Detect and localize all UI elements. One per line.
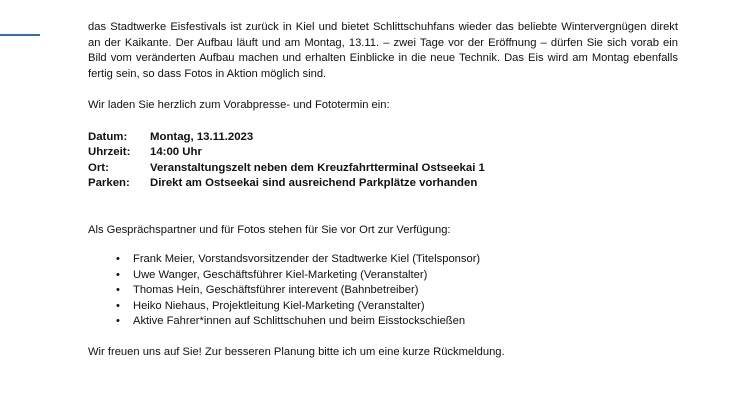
bullet-icon: • [116, 284, 120, 296]
bullet-icon: • [116, 268, 120, 281]
list-item [116, 252, 678, 268]
bullet-icon: • [116, 253, 120, 265]
list-item [116, 314, 678, 330]
list-item [116, 268, 678, 284]
contact-text: Uwe Wanger, Geschäftsführer Kiel-Marketing (Veranstalter) [133, 268, 428, 281]
contacts-list [88, 252, 678, 330]
contact-text: Thomas Hein, Geschäftsführer interevent (Bahnbetreiber) [133, 284, 419, 296]
list-item [116, 299, 678, 315]
event-details [88, 130, 678, 192]
invitation-paragraph: Wir laden Sie herzlich zum Vorabpresse- und Fototermin ein: [88, 99, 390, 111]
closing-paragraph: Wir freuen uns auf Sie! Zur besseren Planung bitte ich um eine kurze Rückmeldung. [88, 345, 505, 358]
bullet-icon: • [116, 299, 120, 312]
detail-label-time: Uhrzeit: [88, 146, 131, 158]
detail-label-parking: Parken: [88, 177, 130, 189]
bullet-icon: • [116, 315, 120, 327]
list-item [116, 283, 678, 299]
contacts-intro: Als Gesprächspartner und für Fotos stehen für Sie vor Ort zur Verfügung: [88, 223, 451, 236]
detail-label-location: Ort: [88, 161, 109, 174]
letter-body [88, 20, 678, 360]
contact-text: Aktive Fahrer*innen auf Schlittschuhen und beim Eisstockschießen [133, 315, 466, 327]
detail-value-date: Montag, 13.11.2023 [150, 130, 254, 143]
detail-value-time: 14:00 Uhr [150, 146, 202, 158]
detail-label-date: Datum: [88, 130, 128, 143]
contact-text: Frank Meier, Vorstandsvorsitzender der Stadtwerke Kiel (Titelsponsor) [133, 253, 481, 265]
contact-text: Heiko Niehaus, Projektleitung Kiel-Marketing (Veranstalter) [133, 299, 425, 312]
intro-paragraph: das Stadtwerke Eisfestivals ist zurück in Kiel und bietet Schlittschuhfans wieder das beliebte Wintervergnügen direkt an der Kaikante. Der Aufbau läuft und am Montag, 13.11. – zwei Tage vor der Eröffnung – dürfen Sie sich vorab ein Bild vom veränderten Aufbau machen und erhalten Einblicke in die neue Technik. Das Eis wird am Montag ebenfalls fertig sein, so dass Fotos in Aktion möglich sind. [88, 21, 678, 80]
header-accent-line [0, 34, 40, 36]
detail-value-parking: Direkt am Ostseekai sind ausreichend Parkplätze vorhanden [150, 177, 478, 189]
detail-value-location: Veranstaltungszelt neben dem Kreuzfahrtterminal Ostseekai 1 [150, 161, 485, 174]
